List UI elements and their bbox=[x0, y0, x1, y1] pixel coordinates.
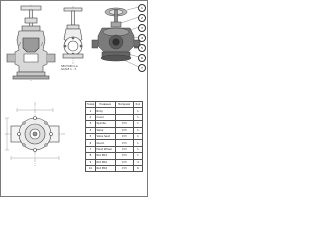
cell-name: Nut M10 bbox=[95, 159, 115, 165]
header-number: Номер bbox=[86, 103, 95, 107]
cell-material: Ст3 bbox=[115, 121, 133, 127]
cell-material: Ст3 bbox=[115, 165, 133, 171]
balloon-6: 6 bbox=[138, 54, 146, 62]
balloon-3: 3 bbox=[138, 24, 146, 32]
balloon-4: 4 bbox=[138, 34, 146, 42]
side-view bbox=[58, 6, 88, 64]
cell-material: Ст3 bbox=[115, 146, 133, 152]
front-section-view bbox=[5, 4, 57, 82]
cell-quantity: 1 bbox=[133, 153, 142, 159]
table-row bbox=[86, 165, 143, 171]
cell-quantity: 4 bbox=[133, 159, 142, 165]
cell-material: Ст3 bbox=[115, 133, 133, 139]
cell-name: Valve Seat bbox=[95, 133, 115, 139]
section-scale: SCALE 1 : 3 bbox=[61, 68, 76, 71]
cell-quantity: 1 bbox=[133, 140, 142, 146]
header-material: Материал bbox=[115, 102, 133, 108]
cell-number: 10 bbox=[86, 165, 96, 171]
cell-number: 5 bbox=[86, 133, 96, 139]
cell-number: 6 bbox=[86, 140, 96, 146]
balloon-2: 2 bbox=[138, 14, 146, 22]
cell-quantity: 1 bbox=[133, 133, 142, 139]
top-view bbox=[3, 100, 67, 168]
cell-material: Ст3 bbox=[115, 127, 133, 133]
cell-number: 1 bbox=[86, 108, 96, 114]
cell-name: Nut M12 bbox=[95, 153, 115, 159]
cell-quantity: 1 bbox=[133, 108, 142, 114]
cell-name: Gland bbox=[95, 140, 115, 146]
cell-name: Spindle bbox=[95, 121, 115, 127]
cell-material: Ст3 bbox=[115, 140, 133, 146]
cell-material: Ст3 bbox=[115, 153, 133, 159]
cell-material: Ст3 bbox=[115, 159, 133, 165]
balloon-7: 7 bbox=[138, 64, 146, 72]
balloon-5: 5 bbox=[138, 44, 146, 52]
cell-quantity: 1 bbox=[133, 121, 142, 127]
cell-name: Cover bbox=[95, 114, 115, 120]
cell-quantity: 6 bbox=[133, 165, 142, 171]
cell-quantity: 1 bbox=[133, 114, 142, 120]
balloon-1: 1 bbox=[138, 4, 146, 12]
cell-number: 3 bbox=[86, 121, 96, 127]
cell-name: Valve bbox=[95, 127, 115, 133]
cell-name: Hand Wheel bbox=[95, 146, 115, 152]
cell-name: Body bbox=[95, 108, 115, 114]
cell-quantity: 1 bbox=[133, 146, 142, 152]
cell-number: 4 bbox=[86, 127, 96, 133]
bill-of-materials-table bbox=[85, 101, 143, 172]
cell-quantity: 1 bbox=[133, 127, 142, 133]
section-title: SECTION A-A bbox=[61, 65, 78, 68]
cell-number: 9 bbox=[86, 159, 96, 165]
cell-number: 2 bbox=[86, 114, 96, 120]
header-name: Название bbox=[95, 102, 115, 108]
isometric-view bbox=[90, 2, 146, 78]
header-quantity: Кол bbox=[133, 102, 142, 108]
cell-number: 8 bbox=[86, 153, 96, 159]
cell-number: 7 bbox=[86, 146, 96, 152]
cell-name: Nut M16 bbox=[95, 165, 115, 171]
